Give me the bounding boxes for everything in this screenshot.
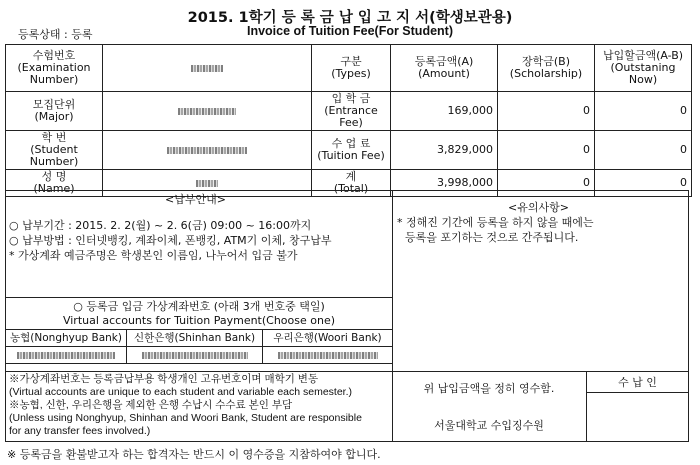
registration-status: 등록상태 : 등록 [18,28,93,41]
notice-line-2: 등록을 포기하는 것으로 간주됩니다. [405,231,579,244]
name-label: 성 명 (Name) [6,170,103,197]
note-line-4: (Unless using Nonghyup, Shinhan and Woori Bank, Student are responsible [9,412,362,424]
type-total: 계 (Total) [312,170,391,197]
bank-nonghyup: 농협(Nonghyup Bank) [6,330,127,347]
table-row [6,92,692,131]
student-number-value [103,131,312,170]
table-row [6,131,692,170]
payment-method: ○ 납부방법 : 인터넷뱅킹, 계좌이체, 폰뱅킹, ATM기 이체, 창구납부 [9,234,332,247]
amount-entrance-fee: 169,000 [391,92,498,131]
scholarship-entrance-fee: 0 [498,92,595,131]
type-tuition-fee: 수 업 료 (Tuition Fee) [312,131,391,170]
bank-woori: 우리은행(Woori Bank) [263,330,393,347]
receipt-text: 위 납입금액을 정히 영수함. [423,382,555,395]
bank-shinhan: 신한은행(Shinhan Bank) [127,330,263,347]
virtual-account-holder-note: * 가상계좌 예금주명은 학생본인 이름임, 나누어서 입금 불가 [9,249,298,262]
types-header: 구분 (Types) [312,45,391,92]
tuition-table [5,44,692,197]
amount-total: 3,998,000 [391,170,498,197]
notes-divider [5,371,586,372]
payment-period: ○ 납부기간 : 2015. 2. 2(월) ~ 2. 6(금) 09:00 ~ 16:00까지 [9,219,312,232]
outstanding-header: 납입할금액(A-B) (Outstaning Now) [595,45,692,92]
scholarship-tuition-fee: 0 [498,131,595,170]
virtual-accounts-header: ○ 등록금 입금 가상계좌번호 (아래 3개 번호중 택일) Virtual accounts for Tuition Payment(Choose one) [6,298,393,330]
major-value [103,92,312,131]
account-nonghyup [6,347,127,364]
exam-number-value [103,45,312,92]
outstanding-total: 0 [595,170,692,197]
outstanding-entrance-fee: 0 [595,92,692,131]
payment-guide-title: <납부안내> [165,193,226,206]
receiver-name: 서울대학교 수입징수원 [434,419,544,432]
major-label: 모집단위 (Major) [6,92,103,131]
note-line-1: ※가상계좌번호는 등록금납부용 학생개인 고유번호이며 매학기 변동 [9,373,319,385]
note-line-3: ※농협, 신한, 우리은행을 제외한 은행 수납시 수수료 본인 부담 [9,399,293,411]
invoice-title: 2015. 1학기 등 록 금 납 입 고 지 서(학생보관용) [187,10,513,26]
account-woori [263,347,393,364]
amount-header: 등록금액(A) (Amount) [391,45,498,92]
note-line-2: (Virtual accounts are unique to each student and variable each semester.) [9,386,353,398]
scholarship-total: 0 [498,170,595,197]
virtual-accounts-table [5,297,393,364]
student-number-label: 학 번 (Student Number) [6,131,103,170]
scholarship-header: 장학금(B) (Scholarship) [498,45,595,92]
refund-footer-note: ※ 등록금을 환불받고자 하는 합격자는 반드시 이 영수증을 지참하여야 합니다. [7,448,381,461]
type-entrance-fee: 입 학 금 (Entrance Fee) [312,92,391,131]
notice-line-1: * 정해진 기간에 등록을 하지 않을 때에는 [397,216,594,229]
outstanding-tuition-fee: 0 [595,131,692,170]
invoice-subtitle: Invoice of Tuition Fee(For Student) [246,24,453,38]
account-shinhan [127,347,263,364]
amount-tuition-fee: 3,829,000 [391,131,498,170]
note-line-5: for any transfer fees involved.) [9,425,151,437]
stamp-label: 수 납 인 [586,373,689,393]
exam-number-label: 수험번호 (Examination Number) [6,45,103,92]
notice-title: <유의사항> [508,201,569,214]
